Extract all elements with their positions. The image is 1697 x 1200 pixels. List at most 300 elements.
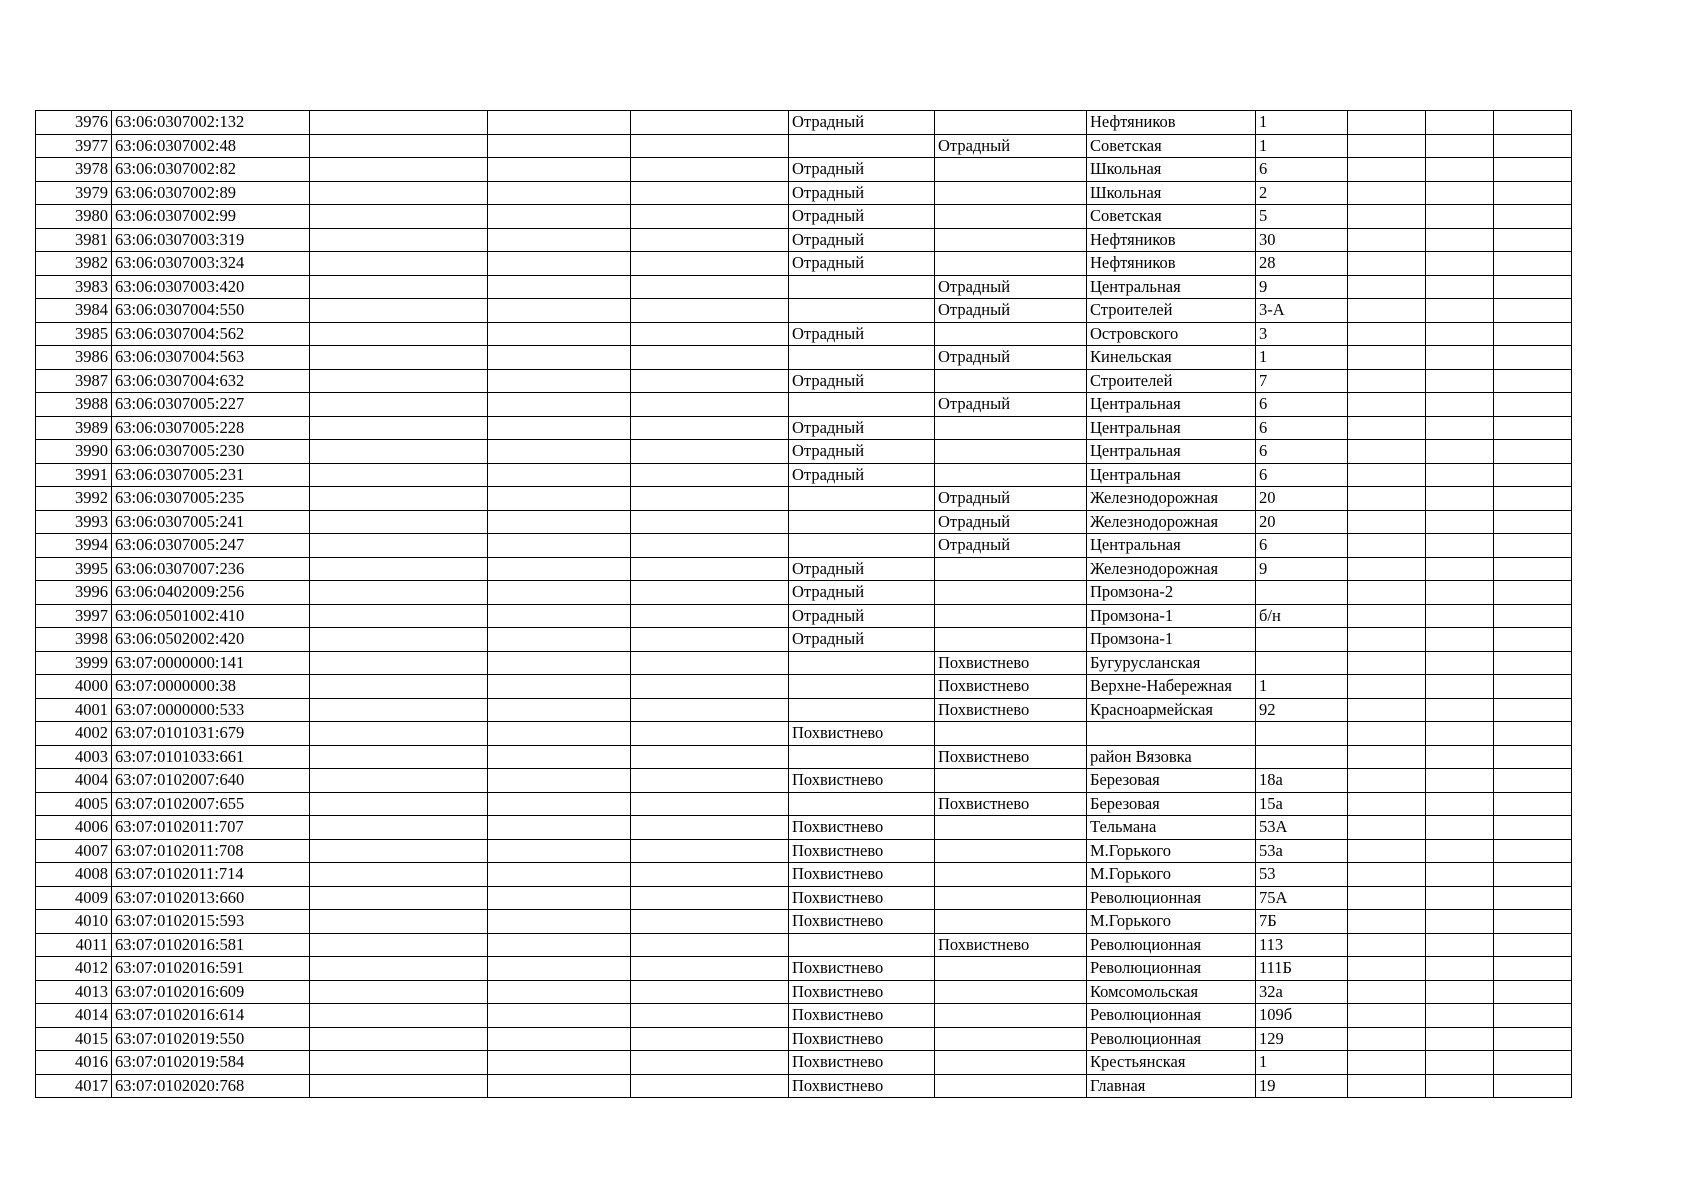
city-cell: Отрадный bbox=[789, 111, 935, 135]
empty-cell-d bbox=[1348, 581, 1426, 605]
empty-cell-e bbox=[1426, 228, 1494, 252]
locality-cell bbox=[935, 957, 1087, 981]
empty-cell-c bbox=[631, 346, 789, 370]
cadastral-number-cell: 63:07:0102016:591 bbox=[112, 957, 310, 981]
empty-cell-e bbox=[1426, 722, 1494, 746]
empty-cell-c bbox=[631, 1074, 789, 1098]
table-row bbox=[36, 769, 1572, 793]
street-cell: Строителей bbox=[1087, 299, 1256, 323]
empty-cell-d bbox=[1348, 1027, 1426, 1051]
street-cell: Центральная bbox=[1087, 440, 1256, 464]
cadastral-number-cell: 63:07:0102019:584 bbox=[112, 1051, 310, 1075]
empty-cell-a bbox=[310, 1051, 488, 1075]
table-row bbox=[36, 111, 1572, 135]
empty-cell-b bbox=[488, 1027, 631, 1051]
house-number-cell: 20 bbox=[1256, 510, 1348, 534]
table-row bbox=[36, 228, 1572, 252]
empty-cell-c bbox=[631, 604, 789, 628]
house-number-cell: б/н bbox=[1256, 604, 1348, 628]
street-cell: Революционная bbox=[1087, 1004, 1256, 1028]
empty-cell-d bbox=[1348, 487, 1426, 511]
table-row bbox=[36, 863, 1572, 887]
empty-cell-d bbox=[1348, 252, 1426, 276]
house-number-cell: 53а bbox=[1256, 839, 1348, 863]
cadastral-number-cell: 63:07:0000000:533 bbox=[112, 698, 310, 722]
empty-cell-a bbox=[310, 722, 488, 746]
table-row bbox=[36, 346, 1572, 370]
table-row bbox=[36, 1004, 1572, 1028]
empty-cell-f bbox=[1494, 1051, 1572, 1075]
empty-cell-e bbox=[1426, 299, 1494, 323]
table-row bbox=[36, 910, 1572, 934]
empty-cell-b bbox=[488, 252, 631, 276]
city-cell bbox=[789, 510, 935, 534]
empty-cell-e bbox=[1426, 980, 1494, 1004]
empty-cell-c bbox=[631, 651, 789, 675]
empty-cell-c bbox=[631, 111, 789, 135]
empty-cell-b bbox=[488, 1074, 631, 1098]
house-number-cell: 6 bbox=[1256, 534, 1348, 558]
empty-cell-d bbox=[1348, 228, 1426, 252]
row-number-cell: 3976 bbox=[36, 111, 112, 135]
city-cell bbox=[789, 534, 935, 558]
row-number-cell: 3994 bbox=[36, 534, 112, 558]
cadastral-number-cell: 63:06:0307005:235 bbox=[112, 487, 310, 511]
empty-cell-a bbox=[310, 322, 488, 346]
cadastral-number-cell: 63:06:0307003:324 bbox=[112, 252, 310, 276]
city-cell: Похвистнево bbox=[789, 910, 935, 934]
house-number-cell: 109б bbox=[1256, 1004, 1348, 1028]
locality-cell: Отрадный bbox=[935, 534, 1087, 558]
table-row bbox=[36, 675, 1572, 699]
locality-cell: Отрадный bbox=[935, 393, 1087, 417]
empty-cell-d bbox=[1348, 863, 1426, 887]
empty-cell-f bbox=[1494, 816, 1572, 840]
row-number-cell: 3978 bbox=[36, 158, 112, 182]
city-cell: Похвистнево bbox=[789, 1027, 935, 1051]
table-row bbox=[36, 134, 1572, 158]
house-number-cell: 1 bbox=[1256, 675, 1348, 699]
locality-cell bbox=[935, 1027, 1087, 1051]
table-row bbox=[36, 416, 1572, 440]
empty-cell-c bbox=[631, 299, 789, 323]
house-number-cell: 32а bbox=[1256, 980, 1348, 1004]
locality-cell: Похвистнево bbox=[935, 698, 1087, 722]
empty-cell-e bbox=[1426, 628, 1494, 652]
empty-cell-b bbox=[488, 346, 631, 370]
empty-cell-a bbox=[310, 698, 488, 722]
locality-cell bbox=[935, 863, 1087, 887]
cadastral-number-cell: 63:07:0102007:655 bbox=[112, 792, 310, 816]
empty-cell-e bbox=[1426, 933, 1494, 957]
cadastral-number-cell: 63:06:0307004:563 bbox=[112, 346, 310, 370]
empty-cell-f bbox=[1494, 839, 1572, 863]
house-number-cell: 6 bbox=[1256, 416, 1348, 440]
empty-cell-d bbox=[1348, 346, 1426, 370]
empty-cell-f bbox=[1494, 980, 1572, 1004]
city-cell bbox=[789, 933, 935, 957]
empty-cell-a bbox=[310, 252, 488, 276]
house-number-cell: 5 bbox=[1256, 205, 1348, 229]
empty-cell-b bbox=[488, 745, 631, 769]
locality-cell bbox=[935, 416, 1087, 440]
locality-cell bbox=[935, 252, 1087, 276]
empty-cell-f bbox=[1494, 1074, 1572, 1098]
street-cell: Революционная bbox=[1087, 1027, 1256, 1051]
street-cell: Центральная bbox=[1087, 534, 1256, 558]
city-cell: Похвистнево bbox=[789, 1051, 935, 1075]
street-cell: Железнодорожная bbox=[1087, 557, 1256, 581]
table-row bbox=[36, 1074, 1572, 1098]
empty-cell-b bbox=[488, 463, 631, 487]
street-cell: Главная bbox=[1087, 1074, 1256, 1098]
empty-cell-b bbox=[488, 228, 631, 252]
street-cell: Центральная bbox=[1087, 416, 1256, 440]
empty-cell-a bbox=[310, 1004, 488, 1028]
street-cell: Бугурусланская bbox=[1087, 651, 1256, 675]
city-cell: Отрадный bbox=[789, 416, 935, 440]
street-cell: Крестьянская bbox=[1087, 1051, 1256, 1075]
cadastral-registry-table bbox=[35, 110, 1572, 1098]
cadastral-number-cell: 63:06:0307005:231 bbox=[112, 463, 310, 487]
empty-cell-b bbox=[488, 980, 631, 1004]
street-cell: Промзона-1 bbox=[1087, 604, 1256, 628]
empty-cell-f bbox=[1494, 581, 1572, 605]
table-row bbox=[36, 792, 1572, 816]
empty-cell-f bbox=[1494, 557, 1572, 581]
table-row bbox=[36, 158, 1572, 182]
city-cell: Отрадный bbox=[789, 322, 935, 346]
empty-cell-f bbox=[1494, 134, 1572, 158]
house-number-cell: 7Б bbox=[1256, 910, 1348, 934]
city-cell bbox=[789, 675, 935, 699]
empty-cell-f bbox=[1494, 910, 1572, 934]
empty-cell-e bbox=[1426, 534, 1494, 558]
empty-cell-e bbox=[1426, 252, 1494, 276]
empty-cell-f bbox=[1494, 322, 1572, 346]
empty-cell-f bbox=[1494, 792, 1572, 816]
empty-cell-a bbox=[310, 675, 488, 699]
empty-cell-f bbox=[1494, 534, 1572, 558]
empty-cell-a bbox=[310, 275, 488, 299]
empty-cell-d bbox=[1348, 698, 1426, 722]
locality-cell bbox=[935, 604, 1087, 628]
table-row bbox=[36, 1027, 1572, 1051]
street-cell: Советская bbox=[1087, 205, 1256, 229]
table-row bbox=[36, 252, 1572, 276]
house-number-cell bbox=[1256, 628, 1348, 652]
city-cell: Похвистнево bbox=[789, 957, 935, 981]
empty-cell-e bbox=[1426, 557, 1494, 581]
table-body bbox=[36, 111, 1572, 1098]
row-number-cell: 4016 bbox=[36, 1051, 112, 1075]
empty-cell-d bbox=[1348, 651, 1426, 675]
row-number-cell: 4017 bbox=[36, 1074, 112, 1098]
empty-cell-f bbox=[1494, 886, 1572, 910]
row-number-cell: 3980 bbox=[36, 205, 112, 229]
empty-cell-e bbox=[1426, 792, 1494, 816]
empty-cell-b bbox=[488, 1004, 631, 1028]
row-number-cell: 3981 bbox=[36, 228, 112, 252]
empty-cell-d bbox=[1348, 604, 1426, 628]
house-number-cell: 15а bbox=[1256, 792, 1348, 816]
empty-cell-d bbox=[1348, 980, 1426, 1004]
house-number-cell: 75А bbox=[1256, 886, 1348, 910]
empty-cell-e bbox=[1426, 181, 1494, 205]
house-number-cell: 9 bbox=[1256, 557, 1348, 581]
table-row bbox=[36, 628, 1572, 652]
empty-cell-f bbox=[1494, 698, 1572, 722]
locality-cell: Похвистнево bbox=[935, 745, 1087, 769]
empty-cell-a bbox=[310, 839, 488, 863]
house-number-cell: 6 bbox=[1256, 393, 1348, 417]
empty-cell-e bbox=[1426, 463, 1494, 487]
empty-cell-e bbox=[1426, 510, 1494, 534]
empty-cell-b bbox=[488, 416, 631, 440]
empty-cell-b bbox=[488, 205, 631, 229]
cadastral-number-cell: 63:06:0307002:82 bbox=[112, 158, 310, 182]
empty-cell-d bbox=[1348, 134, 1426, 158]
empty-cell-a bbox=[310, 933, 488, 957]
house-number-cell: 18а bbox=[1256, 769, 1348, 793]
locality-cell: Похвистнево bbox=[935, 651, 1087, 675]
city-cell bbox=[789, 698, 935, 722]
empty-cell-c bbox=[631, 158, 789, 182]
empty-cell-c bbox=[631, 839, 789, 863]
empty-cell-a bbox=[310, 416, 488, 440]
cadastral-number-cell: 63:07:0101033:661 bbox=[112, 745, 310, 769]
cadastral-number-cell: 63:06:0307003:319 bbox=[112, 228, 310, 252]
empty-cell-a bbox=[310, 463, 488, 487]
empty-cell-c bbox=[631, 557, 789, 581]
empty-cell-c bbox=[631, 416, 789, 440]
empty-cell-d bbox=[1348, 792, 1426, 816]
empty-cell-f bbox=[1494, 111, 1572, 135]
locality-cell bbox=[935, 369, 1087, 393]
row-number-cell: 4000 bbox=[36, 675, 112, 699]
row-number-cell: 3993 bbox=[36, 510, 112, 534]
empty-cell-d bbox=[1348, 722, 1426, 746]
locality-cell bbox=[935, 1074, 1087, 1098]
locality-cell bbox=[935, 181, 1087, 205]
empty-cell-b bbox=[488, 839, 631, 863]
city-cell: Похвистнево bbox=[789, 722, 935, 746]
city-cell: Отрадный bbox=[789, 369, 935, 393]
empty-cell-b bbox=[488, 1051, 631, 1075]
locality-cell: Отрадный bbox=[935, 134, 1087, 158]
locality-cell bbox=[935, 1051, 1087, 1075]
cadastral-number-cell: 63:06:0307005:247 bbox=[112, 534, 310, 558]
empty-cell-f bbox=[1494, 369, 1572, 393]
street-cell: Революционная bbox=[1087, 957, 1256, 981]
table-row bbox=[36, 534, 1572, 558]
empty-cell-f bbox=[1494, 651, 1572, 675]
empty-cell-a bbox=[310, 769, 488, 793]
empty-cell-e bbox=[1426, 816, 1494, 840]
empty-cell-d bbox=[1348, 534, 1426, 558]
street-cell: Школьная bbox=[1087, 158, 1256, 182]
city-cell bbox=[789, 792, 935, 816]
empty-cell-c bbox=[631, 745, 789, 769]
cadastral-number-cell: 63:06:0307004:550 bbox=[112, 299, 310, 323]
table-row bbox=[36, 510, 1572, 534]
empty-cell-d bbox=[1348, 463, 1426, 487]
cadastral-number-cell: 63:07:0102019:550 bbox=[112, 1027, 310, 1051]
cadastral-number-cell: 63:07:0102011:708 bbox=[112, 839, 310, 863]
locality-cell bbox=[935, 839, 1087, 863]
empty-cell-e bbox=[1426, 886, 1494, 910]
empty-cell-f bbox=[1494, 487, 1572, 511]
city-cell: Отрадный bbox=[789, 181, 935, 205]
empty-cell-a bbox=[310, 792, 488, 816]
empty-cell-f bbox=[1494, 933, 1572, 957]
empty-cell-a bbox=[310, 980, 488, 1004]
house-number-cell: 113 bbox=[1256, 933, 1348, 957]
cadastral-number-cell: 63:06:0307005:230 bbox=[112, 440, 310, 464]
row-number-cell: 3995 bbox=[36, 557, 112, 581]
empty-cell-b bbox=[488, 651, 631, 675]
empty-cell-f bbox=[1494, 628, 1572, 652]
city-cell: Похвистнево bbox=[789, 980, 935, 1004]
empty-cell-d bbox=[1348, 510, 1426, 534]
house-number-cell: 6 bbox=[1256, 158, 1348, 182]
row-number-cell: 3991 bbox=[36, 463, 112, 487]
street-cell: Нефтяников bbox=[1087, 228, 1256, 252]
street-cell: Березовая bbox=[1087, 792, 1256, 816]
locality-cell bbox=[935, 111, 1087, 135]
empty-cell-e bbox=[1426, 957, 1494, 981]
empty-cell-b bbox=[488, 698, 631, 722]
city-cell: Похвистнево bbox=[789, 1074, 935, 1098]
empty-cell-e bbox=[1426, 651, 1494, 675]
empty-cell-e bbox=[1426, 487, 1494, 511]
table-row bbox=[36, 487, 1572, 511]
empty-cell-f bbox=[1494, 181, 1572, 205]
table-row bbox=[36, 957, 1572, 981]
empty-cell-d bbox=[1348, 816, 1426, 840]
empty-cell-a bbox=[310, 158, 488, 182]
house-number-cell bbox=[1256, 651, 1348, 675]
house-number-cell: 111Б bbox=[1256, 957, 1348, 981]
cadastral-number-cell: 63:06:0307002:89 bbox=[112, 181, 310, 205]
empty-cell-e bbox=[1426, 393, 1494, 417]
empty-cell-f bbox=[1494, 463, 1572, 487]
city-cell bbox=[789, 393, 935, 417]
empty-cell-c bbox=[631, 440, 789, 464]
cadastral-number-cell: 63:07:0102020:768 bbox=[112, 1074, 310, 1098]
table-row bbox=[36, 322, 1572, 346]
empty-cell-b bbox=[488, 886, 631, 910]
empty-cell-e bbox=[1426, 910, 1494, 934]
table-row bbox=[36, 181, 1572, 205]
empty-cell-f bbox=[1494, 205, 1572, 229]
row-number-cell: 3997 bbox=[36, 604, 112, 628]
empty-cell-a bbox=[310, 957, 488, 981]
table-row bbox=[36, 651, 1572, 675]
empty-cell-a bbox=[310, 487, 488, 511]
street-cell: Советская bbox=[1087, 134, 1256, 158]
empty-cell-c bbox=[631, 487, 789, 511]
row-number-cell: 4007 bbox=[36, 839, 112, 863]
empty-cell-e bbox=[1426, 346, 1494, 370]
empty-cell-c bbox=[631, 886, 789, 910]
empty-cell-f bbox=[1494, 440, 1572, 464]
row-number-cell: 4003 bbox=[36, 745, 112, 769]
street-cell: Комсомольская bbox=[1087, 980, 1256, 1004]
empty-cell-f bbox=[1494, 722, 1572, 746]
city-cell: Отрадный bbox=[789, 604, 935, 628]
empty-cell-a bbox=[310, 604, 488, 628]
locality-cell: Отрадный bbox=[935, 346, 1087, 370]
empty-cell-c bbox=[631, 957, 789, 981]
cadastral-number-cell: 63:07:0000000:38 bbox=[112, 675, 310, 699]
empty-cell-b bbox=[488, 510, 631, 534]
empty-cell-d bbox=[1348, 628, 1426, 652]
empty-cell-b bbox=[488, 134, 631, 158]
empty-cell-a bbox=[310, 745, 488, 769]
house-number-cell: 92 bbox=[1256, 698, 1348, 722]
city-cell: Похвистнево bbox=[789, 816, 935, 840]
empty-cell-d bbox=[1348, 957, 1426, 981]
empty-cell-a bbox=[310, 299, 488, 323]
cadastral-number-cell: 63:06:0402009:256 bbox=[112, 581, 310, 605]
city-cell: Отрадный bbox=[789, 440, 935, 464]
cadastral-number-cell: 63:06:0307003:420 bbox=[112, 275, 310, 299]
empty-cell-c bbox=[631, 628, 789, 652]
locality-cell bbox=[935, 322, 1087, 346]
empty-cell-e bbox=[1426, 205, 1494, 229]
house-number-cell: 3-А bbox=[1256, 299, 1348, 323]
empty-cell-e bbox=[1426, 1051, 1494, 1075]
empty-cell-f bbox=[1494, 863, 1572, 887]
empty-cell-f bbox=[1494, 675, 1572, 699]
empty-cell-b bbox=[488, 393, 631, 417]
cadastral-number-cell: 63:07:0102007:640 bbox=[112, 769, 310, 793]
empty-cell-b bbox=[488, 722, 631, 746]
empty-cell-e bbox=[1426, 369, 1494, 393]
city-cell bbox=[789, 299, 935, 323]
empty-cell-b bbox=[488, 557, 631, 581]
empty-cell-a bbox=[310, 510, 488, 534]
empty-cell-e bbox=[1426, 1027, 1494, 1051]
cadastral-number-cell: 63:06:0307007:236 bbox=[112, 557, 310, 581]
empty-cell-d bbox=[1348, 416, 1426, 440]
street-cell bbox=[1087, 722, 1256, 746]
street-cell: Нефтяников bbox=[1087, 252, 1256, 276]
empty-cell-e bbox=[1426, 839, 1494, 863]
empty-cell-f bbox=[1494, 158, 1572, 182]
empty-cell-a bbox=[310, 910, 488, 934]
empty-cell-e bbox=[1426, 158, 1494, 182]
table-row bbox=[36, 604, 1572, 628]
house-number-cell: 20 bbox=[1256, 487, 1348, 511]
cadastral-number-cell: 63:07:0102015:593 bbox=[112, 910, 310, 934]
city-cell: Похвистнево bbox=[789, 769, 935, 793]
row-number-cell: 3990 bbox=[36, 440, 112, 464]
street-cell: Промзона-1 bbox=[1087, 628, 1256, 652]
empty-cell-e bbox=[1426, 698, 1494, 722]
row-number-cell: 3982 bbox=[36, 252, 112, 276]
locality-cell bbox=[935, 980, 1087, 1004]
locality-cell bbox=[935, 463, 1087, 487]
empty-cell-c bbox=[631, 816, 789, 840]
empty-cell-b bbox=[488, 369, 631, 393]
house-number-cell bbox=[1256, 745, 1348, 769]
house-number-cell: 1 bbox=[1256, 134, 1348, 158]
empty-cell-d bbox=[1348, 205, 1426, 229]
cadastral-number-cell: 63:06:0307005:228 bbox=[112, 416, 310, 440]
table-row bbox=[36, 816, 1572, 840]
